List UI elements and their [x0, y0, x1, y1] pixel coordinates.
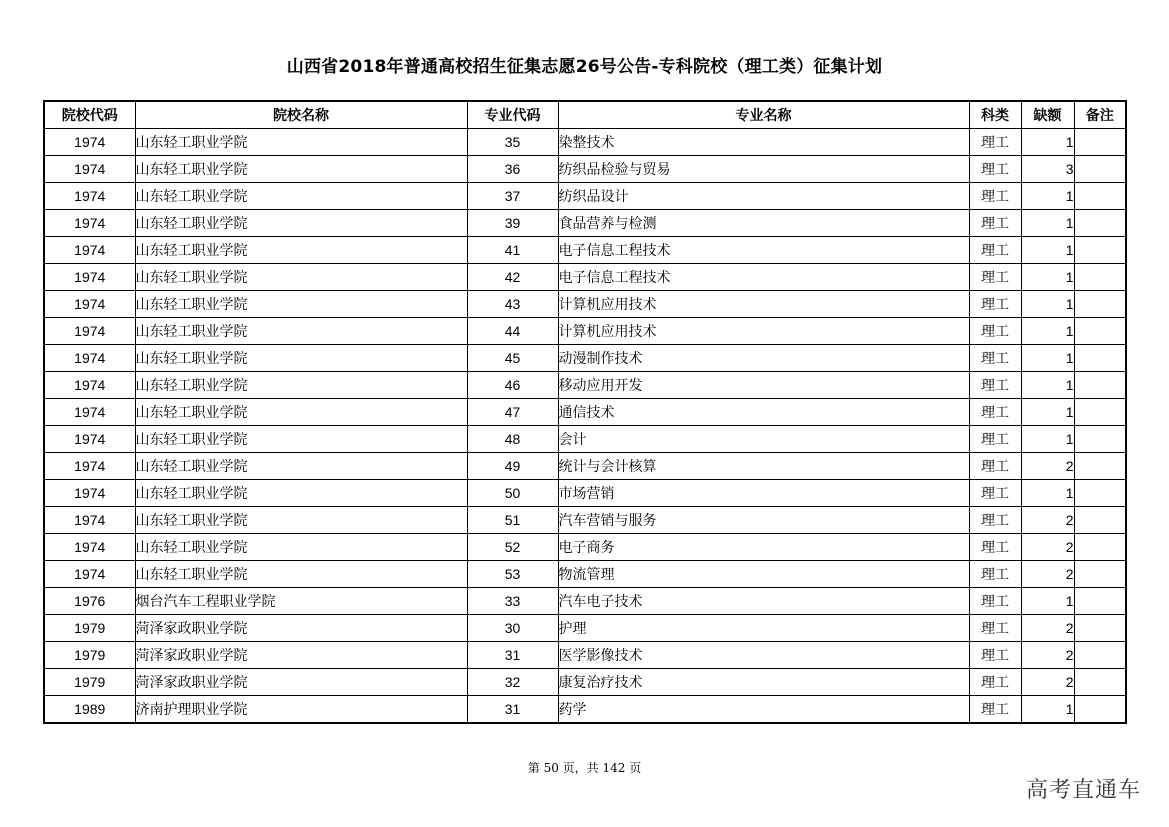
remarks-cell [1074, 210, 1126, 237]
table-row [44, 183, 1126, 210]
major-name-cell: 通信技术 [558, 399, 969, 426]
remarks-cell [1074, 426, 1126, 453]
table-row [44, 534, 1126, 561]
table-row [44, 345, 1126, 372]
major-code-cell: 35 [467, 129, 558, 156]
major-name-cell: 护理 [558, 615, 969, 642]
major-code-cell: 45 [467, 345, 558, 372]
remarks-cell [1074, 696, 1126, 724]
table-row [44, 399, 1126, 426]
remarks-cell [1074, 507, 1126, 534]
remarks-cell [1074, 642, 1126, 669]
table-row [44, 696, 1126, 724]
major-code-cell: 39 [467, 210, 558, 237]
major-code-cell: 47 [467, 399, 558, 426]
school-code-cell: 1974 [44, 345, 135, 372]
school-code-cell: 1974 [44, 129, 135, 156]
vacancy-cell: 1 [1021, 237, 1074, 264]
school-code-cell: 1974 [44, 453, 135, 480]
vacancy-cell: 2 [1021, 669, 1074, 696]
table-row [44, 129, 1126, 156]
remarks-cell [1074, 156, 1126, 183]
major-code-cell: 41 [467, 237, 558, 264]
school-code-cell: 1976 [44, 588, 135, 615]
school-name-cell: 山东轻工职业学院 [135, 345, 467, 372]
table-row [44, 210, 1126, 237]
category-cell: 理工 [969, 426, 1021, 453]
remarks-cell [1074, 480, 1126, 507]
vacancy-cell: 2 [1021, 615, 1074, 642]
major-name-cell: 康复治疗技术 [558, 669, 969, 696]
school-name-cell: 山东轻工职业学院 [135, 561, 467, 588]
table-header-row [44, 101, 1126, 129]
table-row [44, 480, 1126, 507]
school-code-cell: 1974 [44, 372, 135, 399]
vacancy-cell: 2 [1021, 507, 1074, 534]
enrollment-plan-table [43, 100, 1127, 724]
remarks-cell [1074, 264, 1126, 291]
school-name-cell: 山东轻工职业学院 [135, 129, 467, 156]
school-code-cell: 1974 [44, 156, 135, 183]
table-row [44, 615, 1126, 642]
major-code-cell: 30 [467, 615, 558, 642]
table-row [44, 291, 1126, 318]
major-code-cell: 32 [467, 669, 558, 696]
vacancy-cell: 1 [1021, 480, 1074, 507]
vacancy-cell: 1 [1021, 426, 1074, 453]
major-name-cell: 计算机应用技术 [558, 291, 969, 318]
remarks-cell [1074, 129, 1126, 156]
table-row [44, 372, 1126, 399]
major-code-cell: 53 [467, 561, 558, 588]
school-name-cell: 山东轻工职业学院 [135, 156, 467, 183]
vacancy-cell: 1 [1021, 210, 1074, 237]
category-cell: 理工 [969, 372, 1021, 399]
school-name-cell: 菏泽家政职业学院 [135, 669, 467, 696]
remarks-cell [1074, 237, 1126, 264]
table-row [44, 264, 1126, 291]
major-code-cell: 48 [467, 426, 558, 453]
school-code-cell: 1979 [44, 642, 135, 669]
major-code-cell: 51 [467, 507, 558, 534]
major-code-cell: 43 [467, 291, 558, 318]
header-major-code: 专业代码 [467, 101, 558, 129]
table-row [44, 507, 1126, 534]
header-vacancy: 缺额 [1021, 101, 1074, 129]
vacancy-cell: 3 [1021, 156, 1074, 183]
category-cell: 理工 [969, 669, 1021, 696]
vacancy-cell: 2 [1021, 642, 1074, 669]
category-cell: 理工 [969, 345, 1021, 372]
school-code-cell: 1974 [44, 561, 135, 588]
table-row [44, 588, 1126, 615]
school-name-cell: 山东轻工职业学院 [135, 453, 467, 480]
major-name-cell: 计算机应用技术 [558, 318, 969, 345]
school-code-cell: 1974 [44, 318, 135, 345]
school-name-cell: 山东轻工职业学院 [135, 183, 467, 210]
school-code-cell: 1974 [44, 480, 135, 507]
category-cell: 理工 [969, 183, 1021, 210]
category-cell: 理工 [969, 453, 1021, 480]
category-cell: 理工 [969, 399, 1021, 426]
remarks-cell [1074, 615, 1126, 642]
school-name-cell: 山东轻工职业学院 [135, 372, 467, 399]
header-category: 科类 [969, 101, 1021, 129]
page-number-footer: 第 50 页，共 142 页 [527, 761, 642, 775]
major-code-cell: 33 [467, 588, 558, 615]
category-cell: 理工 [969, 264, 1021, 291]
school-name-cell: 山东轻工职业学院 [135, 210, 467, 237]
major-name-cell: 食品营养与检测 [558, 210, 969, 237]
header-remarks: 备注 [1074, 101, 1126, 129]
table-row [44, 561, 1126, 588]
remarks-cell [1074, 372, 1126, 399]
major-code-cell: 42 [467, 264, 558, 291]
category-cell: 理工 [969, 642, 1021, 669]
school-code-cell: 1974 [44, 507, 135, 534]
watermark-text: 高考直通车 [1025, 778, 1141, 803]
school-name-cell: 山东轻工职业学院 [135, 264, 467, 291]
vacancy-cell: 1 [1021, 399, 1074, 426]
school-name-cell: 济南护理职业学院 [135, 696, 467, 724]
major-code-cell: 44 [467, 318, 558, 345]
category-cell: 理工 [969, 210, 1021, 237]
remarks-cell [1074, 453, 1126, 480]
school-code-cell: 1974 [44, 399, 135, 426]
remarks-cell [1074, 669, 1126, 696]
major-name-cell: 电子信息工程技术 [558, 264, 969, 291]
major-code-cell: 31 [467, 696, 558, 724]
vacancy-cell: 1 [1021, 588, 1074, 615]
remarks-cell [1074, 399, 1126, 426]
vacancy-cell: 1 [1021, 372, 1074, 399]
school-code-cell: 1974 [44, 210, 135, 237]
header-major-name: 专业名称 [558, 101, 969, 129]
major-code-cell: 36 [467, 156, 558, 183]
table-row [44, 318, 1126, 345]
vacancy-cell: 1 [1021, 696, 1074, 724]
school-code-cell: 1974 [44, 183, 135, 210]
vacancy-cell: 1 [1021, 183, 1074, 210]
school-code-cell: 1974 [44, 426, 135, 453]
remarks-cell [1074, 183, 1126, 210]
table-row [44, 669, 1126, 696]
category-cell: 理工 [969, 561, 1021, 588]
vacancy-cell: 1 [1021, 345, 1074, 372]
remarks-cell [1074, 318, 1126, 345]
major-name-cell: 汽车电子技术 [558, 588, 969, 615]
header-school-name: 院校名称 [135, 101, 467, 129]
school-code-cell: 1979 [44, 615, 135, 642]
vacancy-cell: 1 [1021, 291, 1074, 318]
table-row [44, 156, 1126, 183]
school-name-cell: 山东轻工职业学院 [135, 426, 467, 453]
major-name-cell: 医学影像技术 [558, 642, 969, 669]
vacancy-cell: 1 [1021, 264, 1074, 291]
school-code-cell: 1989 [44, 696, 135, 724]
major-code-cell: 37 [467, 183, 558, 210]
major-name-cell: 移动应用开发 [558, 372, 969, 399]
school-code-cell: 1974 [44, 264, 135, 291]
school-name-cell: 山东轻工职业学院 [135, 507, 467, 534]
major-code-cell: 31 [467, 642, 558, 669]
major-name-cell: 会计 [558, 426, 969, 453]
category-cell: 理工 [969, 696, 1021, 724]
school-name-cell: 山东轻工职业学院 [135, 291, 467, 318]
remarks-cell [1074, 588, 1126, 615]
table-row [44, 237, 1126, 264]
major-name-cell: 物流管理 [558, 561, 969, 588]
major-name-cell: 电子商务 [558, 534, 969, 561]
major-code-cell: 46 [467, 372, 558, 399]
remarks-cell [1074, 561, 1126, 588]
page-title: 山西省2018年普通高校招生征集志愿26号公告-专科院校（理工类）征集计划 [286, 57, 883, 77]
vacancy-cell: 2 [1021, 534, 1074, 561]
category-cell: 理工 [969, 237, 1021, 264]
school-code-cell: 1979 [44, 669, 135, 696]
category-cell: 理工 [969, 615, 1021, 642]
category-cell: 理工 [969, 318, 1021, 345]
vacancy-cell: 2 [1021, 453, 1074, 480]
school-name-cell: 山东轻工职业学院 [135, 318, 467, 345]
major-name-cell: 染整技术 [558, 129, 969, 156]
category-cell: 理工 [969, 291, 1021, 318]
school-code-cell: 1974 [44, 237, 135, 264]
major-name-cell: 电子信息工程技术 [558, 237, 969, 264]
school-name-cell: 山东轻工职业学院 [135, 237, 467, 264]
category-cell: 理工 [969, 129, 1021, 156]
school-name-cell: 菏泽家政职业学院 [135, 615, 467, 642]
school-name-cell: 菏泽家政职业学院 [135, 642, 467, 669]
school-name-cell: 山东轻工职业学院 [135, 534, 467, 561]
category-cell: 理工 [969, 156, 1021, 183]
major-name-cell: 汽车营销与服务 [558, 507, 969, 534]
major-code-cell: 49 [467, 453, 558, 480]
remarks-cell [1074, 534, 1126, 561]
school-name-cell: 烟台汽车工程职业学院 [135, 588, 467, 615]
header-school-code: 院校代码 [44, 101, 135, 129]
category-cell: 理工 [969, 480, 1021, 507]
major-name-cell: 药学 [558, 696, 969, 724]
major-code-cell: 52 [467, 534, 558, 561]
school-name-cell: 山东轻工职业学院 [135, 480, 467, 507]
category-cell: 理工 [969, 534, 1021, 561]
table-row [44, 426, 1126, 453]
remarks-cell [1074, 345, 1126, 372]
major-name-cell: 统计与会计核算 [558, 453, 969, 480]
school-name-cell: 山东轻工职业学院 [135, 399, 467, 426]
major-name-cell: 动漫制作技术 [558, 345, 969, 372]
major-code-cell: 50 [467, 480, 558, 507]
vacancy-cell: 2 [1021, 561, 1074, 588]
school-code-cell: 1974 [44, 534, 135, 561]
vacancy-cell: 1 [1021, 129, 1074, 156]
major-name-cell: 市场营销 [558, 480, 969, 507]
school-code-cell: 1974 [44, 291, 135, 318]
vacancy-cell: 1 [1021, 318, 1074, 345]
major-name-cell: 纺织品检验与贸易 [558, 156, 969, 183]
table-row [44, 642, 1126, 669]
major-name-cell: 纺织品设计 [558, 183, 969, 210]
table-row [44, 453, 1126, 480]
remarks-cell [1074, 291, 1126, 318]
category-cell: 理工 [969, 507, 1021, 534]
category-cell: 理工 [969, 588, 1021, 615]
